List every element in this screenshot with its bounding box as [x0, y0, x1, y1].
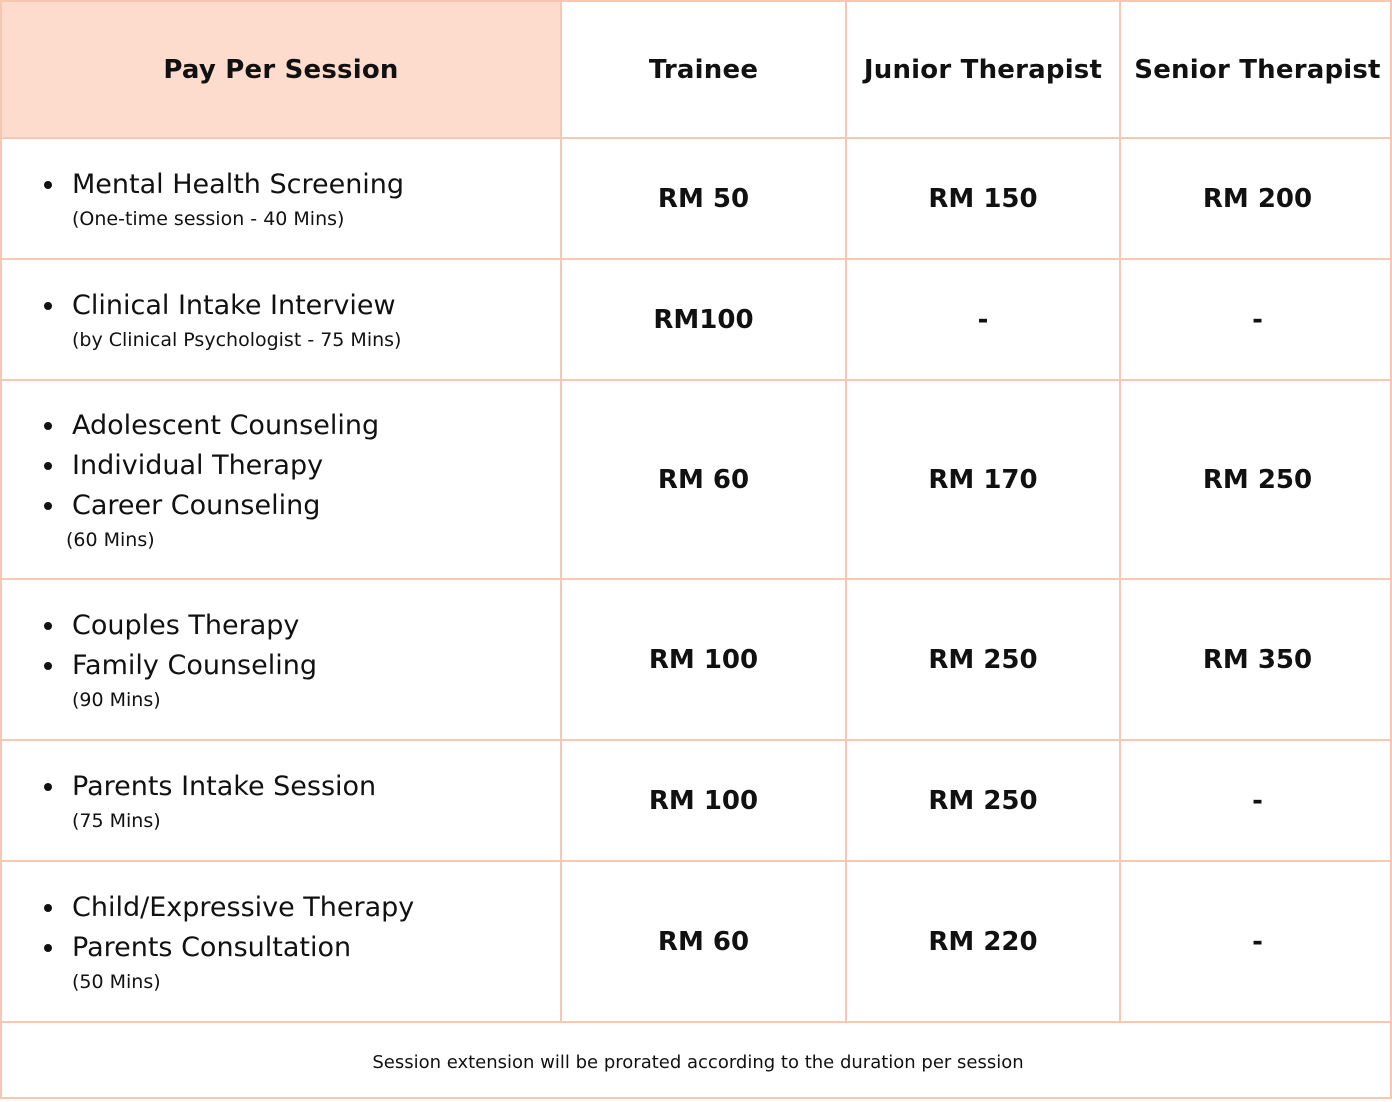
price-junior: -	[847, 260, 1121, 381]
service-list	[44, 165, 404, 205]
price-senior: -	[1121, 862, 1392, 1023]
price-trainee: RM100	[562, 260, 847, 381]
service-item	[44, 286, 401, 326]
service-block	[44, 286, 401, 354]
price-junior: RM 150	[847, 139, 1121, 260]
header-pay-per-session: Pay Per Session	[2, 2, 562, 139]
price-junior: RM 170	[847, 381, 1121, 580]
service-note: (by Clinical Psychologist - 75 Mins)	[72, 328, 402, 351]
service-item	[44, 446, 379, 486]
service-name: Career Counseling	[72, 489, 321, 521]
service-name: Child/Expressive Therapy	[72, 891, 415, 923]
price-senior: RM 250	[1121, 381, 1392, 580]
service-note: (90 Mins)	[72, 688, 161, 711]
service-name: Adolescent Counseling	[72, 409, 380, 441]
bullet-icon	[44, 783, 52, 791]
service-block	[44, 165, 404, 233]
service-block	[44, 888, 414, 996]
price-junior: RM 250	[847, 741, 1121, 862]
service-cell	[2, 139, 562, 260]
bullet-icon	[44, 462, 52, 470]
service-note: (60 Mins)	[66, 528, 155, 551]
service-name: Couples Therapy	[72, 609, 300, 641]
bullet-icon	[44, 622, 52, 630]
header-junior-therapist: Junior Therapist	[847, 2, 1121, 139]
service-cell	[2, 862, 562, 1023]
service-item	[44, 406, 379, 446]
price-trainee: RM 100	[562, 741, 847, 862]
bullet-icon	[44, 181, 52, 189]
price-trainee: RM 50	[562, 139, 847, 260]
service-item	[44, 767, 376, 807]
service-list	[44, 286, 401, 326]
price-trainee: RM 60	[562, 862, 847, 1023]
service-list	[44, 888, 414, 968]
footer-note: Session extension will be prorated according to the duration per session	[372, 1052, 1024, 1073]
price-senior: RM 200	[1121, 139, 1392, 260]
price-junior: RM 220	[847, 862, 1121, 1023]
price-trainee: RM 60	[562, 381, 847, 580]
price-senior: -	[1121, 260, 1392, 381]
price-trainee: RM 100	[562, 580, 847, 741]
service-name: Clinical Intake Interview	[72, 289, 396, 321]
service-note: (One-time session - 40 Mins)	[72, 207, 345, 230]
service-note: (50 Mins)	[72, 970, 161, 993]
service-item	[44, 928, 414, 968]
service-block	[44, 406, 379, 554]
service-item	[44, 646, 317, 686]
bullet-icon	[44, 944, 52, 952]
header-senior-therapist: Senior Therapist	[1121, 2, 1392, 139]
service-item	[44, 165, 404, 205]
bullet-icon	[44, 502, 52, 510]
service-item	[44, 486, 379, 526]
service-name: Family Counseling	[72, 649, 317, 681]
service-cell	[2, 260, 562, 381]
service-list	[44, 406, 379, 526]
service-list	[44, 767, 376, 807]
service-block	[44, 606, 317, 714]
bullet-icon	[44, 422, 52, 430]
service-item	[44, 606, 317, 646]
service-name: Mental Health Screening	[72, 168, 405, 200]
price-senior: RM 350	[1121, 580, 1392, 741]
service-block	[44, 767, 376, 835]
price-junior: RM 250	[847, 580, 1121, 741]
service-cell	[2, 580, 562, 741]
service-name: Parents Consultation	[72, 931, 352, 963]
service-name: Parents Intake Session	[72, 770, 377, 802]
service-note: (75 Mins)	[72, 809, 161, 832]
header-trainee: Trainee	[562, 2, 847, 139]
service-cell	[2, 381, 562, 580]
service-item	[44, 888, 414, 928]
bullet-icon	[44, 904, 52, 912]
bullet-icon	[44, 302, 52, 310]
bullet-icon	[44, 662, 52, 670]
service-cell	[2, 741, 562, 862]
service-name: Individual Therapy	[72, 449, 324, 481]
price-senior: -	[1121, 741, 1392, 862]
service-list	[44, 606, 317, 686]
